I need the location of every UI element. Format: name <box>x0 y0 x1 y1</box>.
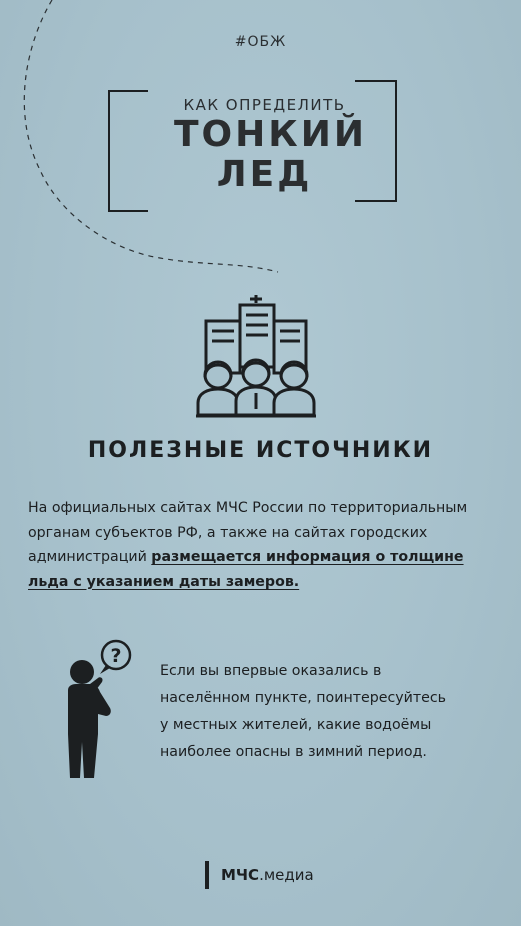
brand-bar <box>205 861 209 889</box>
tip-line-4: наиболее опасны в зимний период. <box>160 744 427 760</box>
hashtag: #ОБЖ <box>234 34 287 50</box>
svg-text:?: ? <box>110 645 122 667</box>
brand-name: МЧС <box>221 866 260 884</box>
brand-logo <box>205 860 314 890</box>
paragraph-highlight-part-1: размещается информация о толщине <box>151 549 464 565</box>
question-thinker-icon <box>62 638 132 780</box>
sources-paragraph <box>28 496 498 594</box>
section-title: ПОЛЕЗНЫЕ ИСТОЧНИКИ <box>87 438 434 463</box>
paragraph-line-1: На официальных сайтах МЧС России по территориальным <box>28 500 468 516</box>
paragraph-line-2: органам субъектов РФ, а также на сайтах городских <box>28 524 428 541</box>
city-people-icon <box>194 293 318 419</box>
paragraph-line-3-plain: администраций <box>28 549 152 565</box>
tip-line-3: у местных жителей, какие водоёмы <box>160 717 432 733</box>
title-line-2: ЛЕД <box>216 154 313 195</box>
tip-line-2: населённом пункте, поинтересуйтесь <box>160 690 447 706</box>
tip-line-1: Если вы впервые оказались в <box>160 663 382 679</box>
paragraph-highlight-part-2: льда с указанием даты замеров. <box>28 573 300 590</box>
local-residents-tip <box>160 658 480 766</box>
title-kicker: КАК ОПРЕДЕЛИТЬ <box>183 96 346 114</box>
brand-suffix: .медиа <box>259 866 314 884</box>
title-line-1: ТОНКИЙ <box>174 114 367 155</box>
